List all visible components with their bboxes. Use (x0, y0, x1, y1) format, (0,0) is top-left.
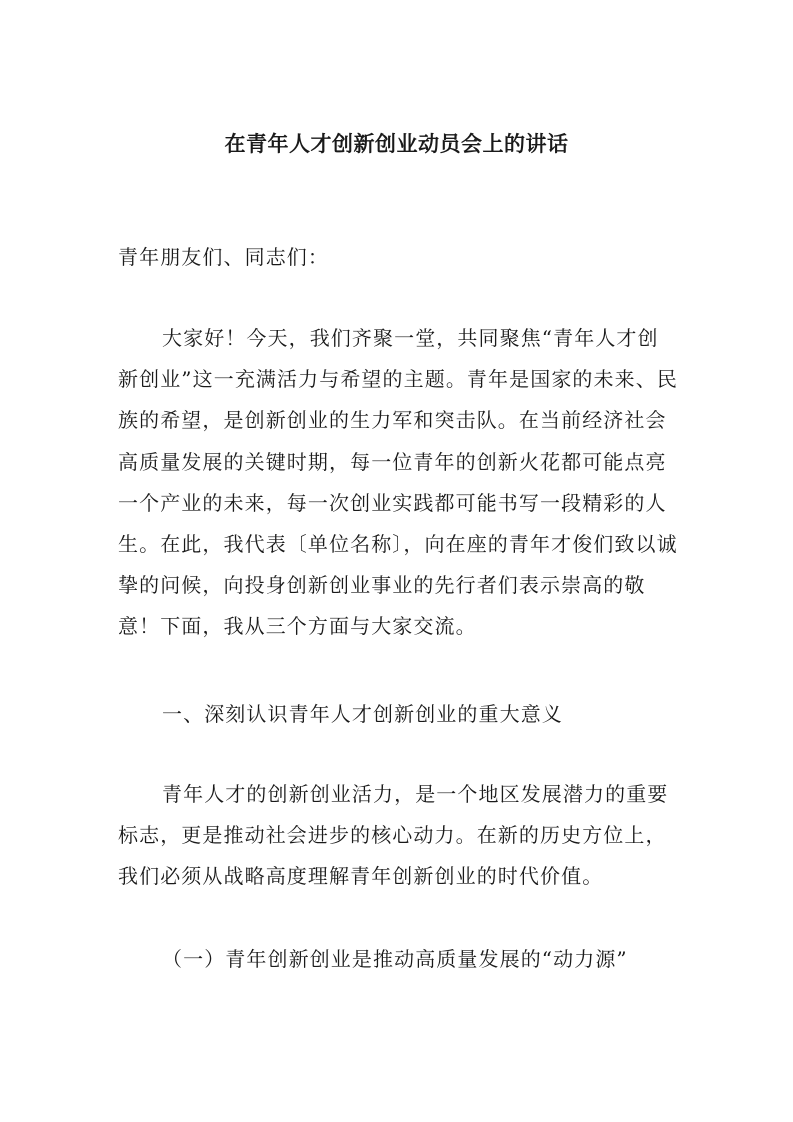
document-title: 在青年人才创新创业动员会上的讲话 (224, 132, 569, 156)
paragraph-opening: 大家好！今天，我们齐聚一堂，共同聚焦“青年人才创新创业”这一充满活力与希望的主题。青年是国家的未来、民族的希望，是创新创业的生力军和突击队。在当前经济社会高质量发展的关键时期，每一位青年的创新火花都可能点亮一个产业的未来，每一次创业实践都可能书写一段精彩的人生。在此，我代表〔单位名称〕，向在座的青年才俊们致以诚挚的问候，向投身创新创业事业的先行者们表示崇高的敬意！下面，我从三个方面与大家交流。 (118, 326, 678, 639)
subsection-heading: （一）青年创新创业是推动高质量发展的“动力源” (162, 947, 628, 971)
greeting-line: 青年朋友们、同志们： (118, 245, 329, 269)
section-heading: 一、深刻认识青年人才创新创业的重大意义 (162, 702, 563, 726)
paragraph-significance: 青年人才的创新创业活力，是一个地区发展潜力的重要标志，更是推动社会进步的核心动力。在新的历史方位上，我们必须从战略高度理解青年创新创业的时代价值。 (118, 782, 669, 889)
